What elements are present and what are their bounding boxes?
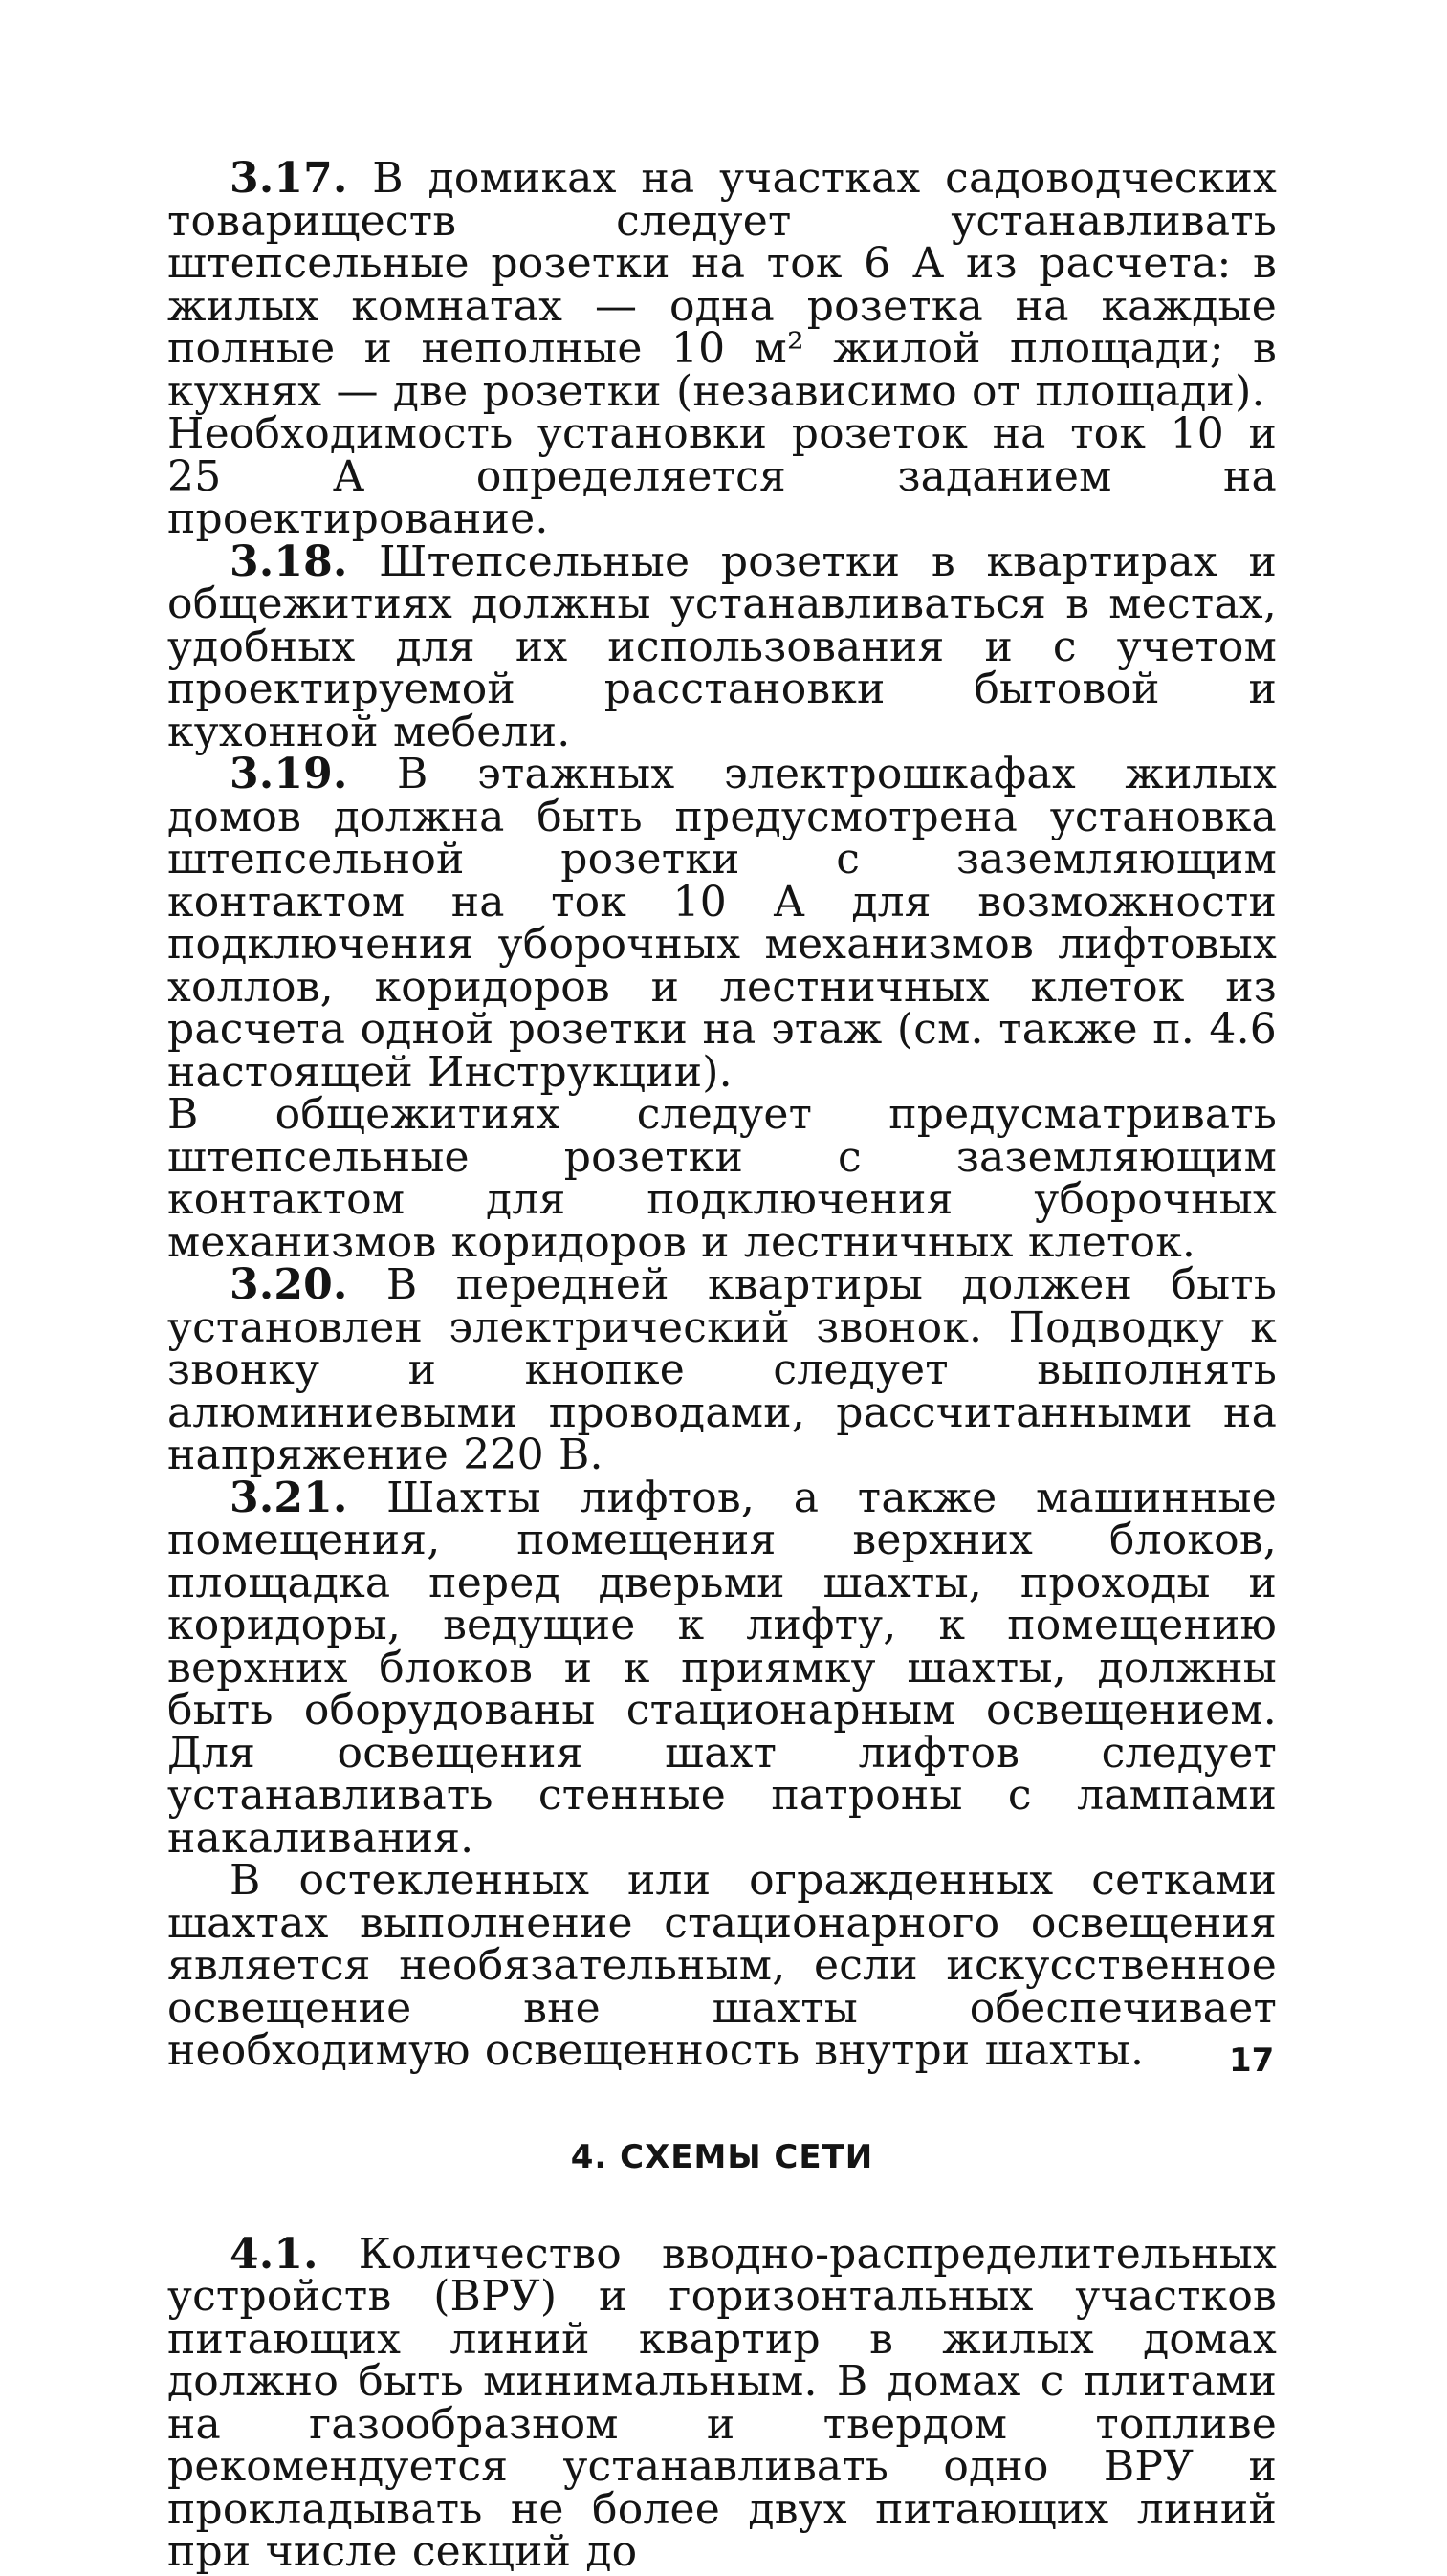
paragraph-text: В общежитиях следует предусматривать штепсельные розетки с заземляющим контактом для подключения уборочных механизмов коридоров и лестничных клеток. xyxy=(167,1090,1277,1267)
paragraph-3-21 xyxy=(167,1477,1277,1861)
paragraph-3-18 xyxy=(167,541,1277,754)
clause-number: 3.19. xyxy=(230,750,347,798)
paragraph-4-1 xyxy=(167,2234,1277,2574)
clause-number: 4.1. xyxy=(230,2230,318,2279)
paragraph-text: В домиках на участках садоводческих товариществ следует устанавливать штепсельные розетки на ток 6 А из расчета: в жилых комнатах — одна розетка на каждые полные и неполные 10 м² жилой площади; в кухнях — две розетки (независимо от площади). xyxy=(167,154,1277,416)
clause-number: 3.17. xyxy=(230,154,347,203)
clause-number: 3.18. xyxy=(230,537,347,586)
paragraph-text: Необходимость установки розеток на ток 10 и 25 А определяется заданием на проектирование. xyxy=(167,409,1277,543)
paragraph-3-21-continued xyxy=(167,1860,1277,2073)
paragraph-3-19-continued xyxy=(167,1094,1277,1264)
page-number: 17 xyxy=(1229,2041,1274,2080)
paragraph-3-17 xyxy=(167,158,1277,413)
paragraph-3-20 xyxy=(167,1264,1277,1477)
document-page xyxy=(167,158,1277,2574)
clause-number: 3.20. xyxy=(230,1260,347,1309)
paragraph-3-17-continued xyxy=(167,413,1277,541)
paragraph-text: В остекленных или огражденных сетками шахтах выполнение стационарного освещения является необязательным, если искусственное освещение вне шахты обеспечивает необходимую освещенность внутри шахты. xyxy=(167,1856,1277,2075)
clause-number: 3.21. xyxy=(230,1474,347,1522)
section-heading: 4. СХЕМЫ СЕТИ xyxy=(167,2136,1277,2178)
paragraph-text: В передней квартиры должен быть установлен электрический звонок. Подводку к звонку и кнопке следует выполнять алюминиевыми проводами, рассчитанными на напряжение 220 В. xyxy=(167,1260,1277,1479)
paragraph-text: Количество вводно-распределительных устройств (ВРУ) и горизонтальных участков питающих линий квартир в жилых домах должно быть минимальным. В домах с плитами на газообразном и твердом топливе рекомендуется устанавливать одно ВРУ и прокладывать не более двух питающих линий при числе секций до xyxy=(167,2230,1277,2576)
paragraph-text: В этажных электрошкафах жилых домов должна быть предусмотрена установка штепсельной розетки с заземляющим контактом на ток 10 А для возможности подключения уборочных механизмов лифтовых холлов, коридоров и лестничных клеток из расчета одной розетки на этаж (см. также п. 4.6 настоящей Инструкции). xyxy=(167,750,1277,1097)
paragraph-text: Шахты лифтов, а также машинные помещения, помещения верхних блоков, площадка перед дверьми шахты, проходы и коридоры, ведущие к лифту, к помещению верхних блоков и к приямку шахты, должны быть оборудованы стационарным освещением. Для освещения шахт лифтов следует устанавливать стенные патроны с лампами накаливания. xyxy=(167,1474,1277,1863)
paragraph-3-19 xyxy=(167,753,1277,1094)
paragraph-text: Штепсельные розетки в квартирах и общежитиях должны устанавливаться в местах, удобных для их использования и с учетом проектируемой расстановки бытовой и кухонной мебели. xyxy=(167,537,1277,756)
